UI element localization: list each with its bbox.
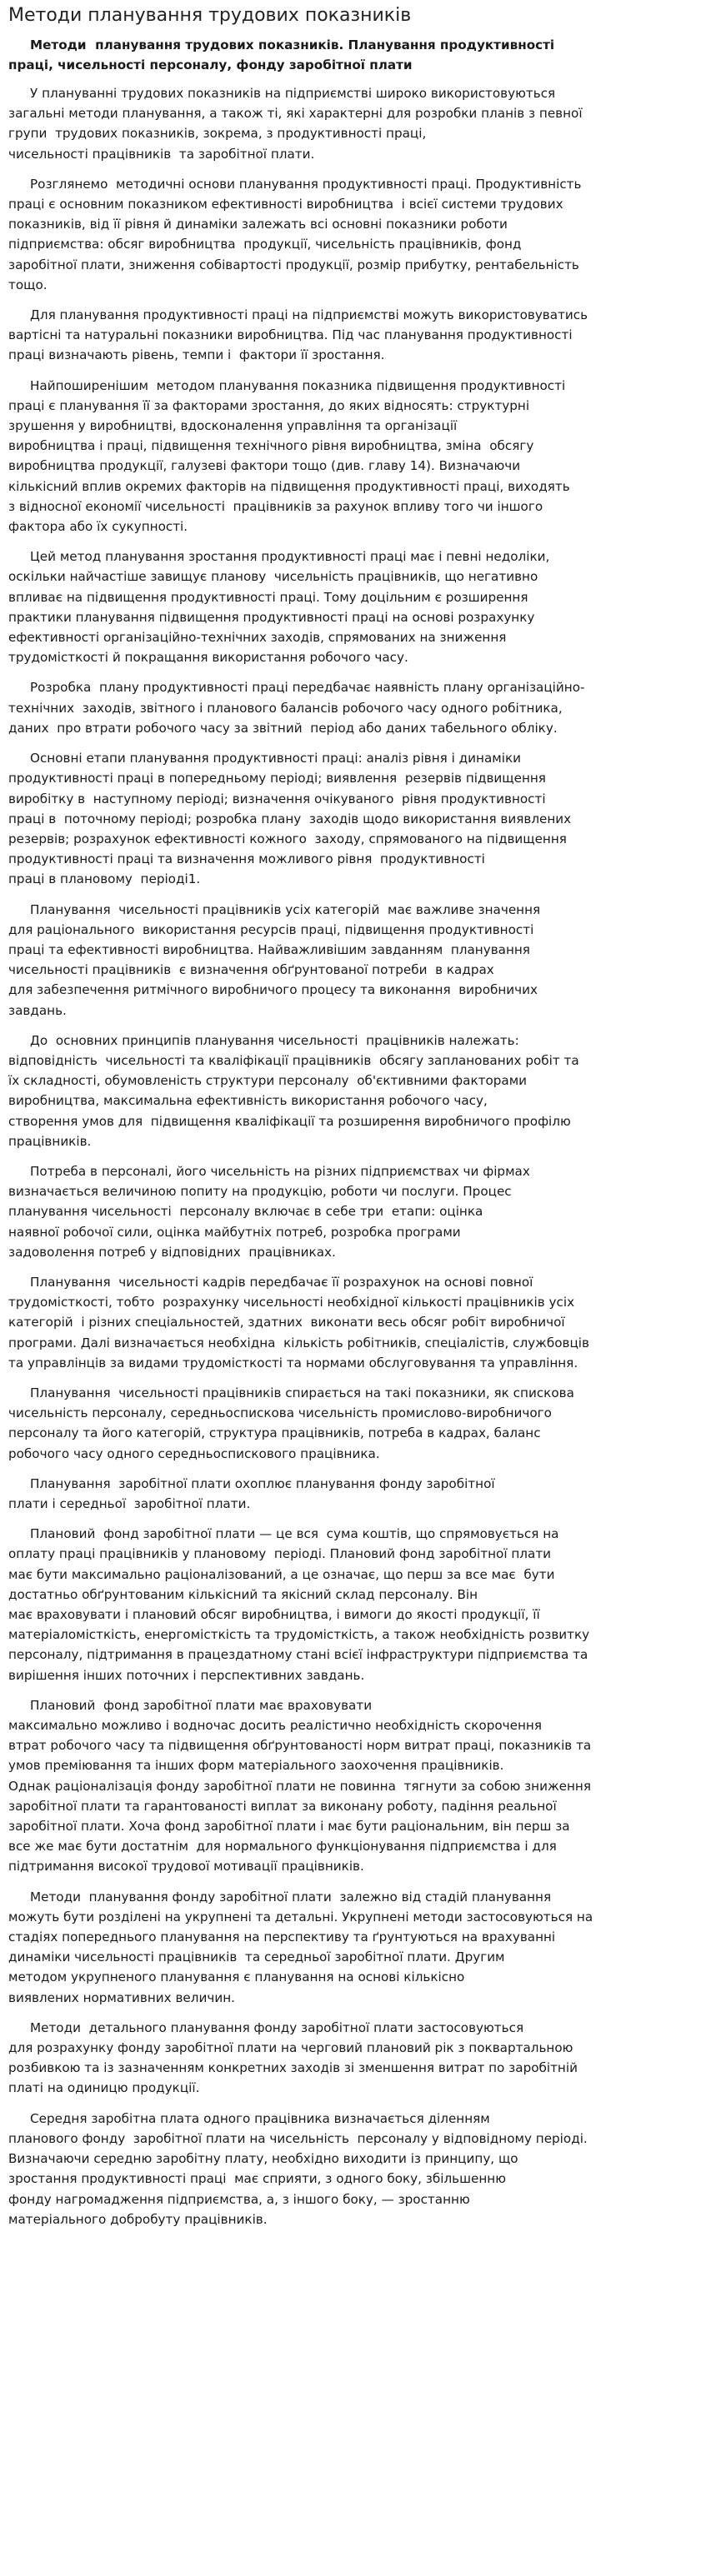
paragraph-line: завдань. [8,1002,67,1018]
paragraph-line: виробництва і праці, підвищення технічного рівня виробництва, зміна обсягу [8,438,534,454]
paragraph-line: планування чисельності персоналу включає в себе три етапи: оцінка [8,1204,483,1220]
paragraph [8,677,694,738]
paragraph-line: практики планування підвищення продуктивності праці на основі розрахунку [8,609,535,625]
paragraph-line: робочого часу одного середньоспискового працівника. [8,1445,380,1461]
paragraph-line: Методи планування фонду заробітної плати залежно від стадій планування [30,1889,552,1905]
paragraph-line: їх складності, обумовленість структури персоналу об'єктивними факторами [8,1073,528,1089]
paragraph [8,1383,694,1464]
paragraph-line: плати і середньої заробітної плати. [8,1496,251,1511]
paragraph-line: Планування чисельності кадрів передбачає її розрахунок на основі повної [30,1274,533,1290]
paragraph-line: для раціонального використання ресурсів праці, підвищення продуктивності [8,921,534,937]
paragraph-line: працівників. [8,1133,92,1149]
paragraph-line: Для планування продуктивності праці на підприємстві можуть використовуватись [30,307,588,323]
document-page [0,3,706,2253]
paragraph-line: Однак раціоналізація фонду заробітної плати не повинна тягнути за собою зниження [8,1778,591,1794]
paragraph-line: відповідність чисельності та кваліфікації працівників обсягу запланованих робіт та [8,1052,579,1068]
paragraph-line: чисельності працівників та заробітної плати. [8,146,315,162]
paragraph-line: Методи детального планування фонду заробітної плати застосовуються [30,2019,524,2035]
paragraph-line: матеріального добробуту працівників. [8,2211,268,2227]
paragraph-line: фактора або їх сукупності. [8,519,188,535]
paragraph-line: У плануванні трудових показників на підприємстві широко використовуються [30,86,556,101]
paragraph-line: фонду нагромадження підприємства, а, з іншого боку, — зростанню [8,2191,470,2207]
subheading-line: Методи планування трудових показників. Планування продуктивності [30,37,555,52]
paragraph-line: заробітної плати. Хоча фонд заробітної плати і має бути раціональним, він перш за [8,1819,570,1835]
paragraph-line: програми. Далі визначається необхідна кількість робітників, спеціалістів, службовців [8,1335,589,1350]
paragraph [8,83,694,164]
paragraph-line: чисельності працівників є визначення обґрунтованої потреби в кадрах [8,962,494,978]
paragraph-line: праці є планування її за факторами зростання, до яких відносять: структурні [8,397,530,413]
paragraph-line: для забезпечення ритмічного виробничого процесу та виконання виробничих [8,982,538,998]
paragraph-line: тощо. [8,277,48,292]
paragraph-line: загальні методи планування, а також ті, які характерні для розробки планів з певної [8,106,583,122]
paragraph-line: задоволення потреб у відповідних працівниках. [8,1244,336,1260]
paragraph-line: має бути максимально раціоналізований, а це означає, що перш за все має бути [8,1566,555,1582]
section-subheading [8,35,694,75]
paragraph-line: максимально можливо і водночас досить реалістично необхідність скорочення [8,1718,542,1734]
paragraph-line: підприємства: обсяг виробництва продукції, чисельність працівників, фонд [8,237,522,252]
paragraph-line: заробітної плати, зниження собівартості продукції, розмір прибутку, рентабельність [8,257,579,272]
paragraph-line: наявної робочої сили, оцінка майбутніх потреб, розробка програми [8,1224,461,1240]
paragraph-line: стадіях попереднього планування на перспективу та ґрунтуються на врахуванні [8,1930,556,1945]
paragraph-line: праці в поточному періоді; розробка плану заходів щодо використання виявлених [8,811,572,826]
paragraph-line: Найпоширенішим методом планування показника підвищення продуктивності [30,377,566,393]
paragraph-line: виявлених нормативних величин. [8,1989,235,2005]
paragraph-line: технічних заходів, звітного і планового балансів робочого часу одного робітника, [8,700,563,716]
paragraph-line: вирішення інших поточних і перспективних завдань. [8,1667,365,1683]
paragraph [8,174,694,295]
paragraph-line: методом укрупненого планування є планування на основі кількісно [8,1969,465,1985]
paragraph [8,900,694,1021]
paragraph-line: зростання продуктивності праці має сприяти, з одного боку, збільшенню [8,2171,507,2187]
paragraph-line: показників, від її рівня й динаміки залежать всі основні показники роботи [8,217,508,232]
paragraph-line: праці визначають рівень, темпи і фактори її зростання. [8,347,385,363]
paragraph [8,1031,694,1151]
paragraph-line: Планування чисельності працівників усіх категорій має важливе значення [30,901,541,917]
paragraph [8,748,694,889]
paragraph-line: достатньо обґрунтованим кількісний та якісний склад персоналу. Він [8,1586,478,1602]
paragraph-line: продуктивності праці в попередньому періоді; виявлення резервів підвищення [8,771,546,786]
paragraph-line: матеріаломісткість, енергомісткість та трудомісткість, а також необхідність розвитку [8,1627,590,1643]
paragraph-line: Основні етапи планування продуктивності праці: аналіз рівня і динаміки [30,751,522,766]
paragraph-line: Розглянемо методичні основи планування продуктивності праці. Продуктивність [30,176,582,192]
paragraph-line: категорій і різних спеціальностей, здатних виконати весь обсяг робіт виробничої [8,1315,565,1330]
paragraph-line: платі на одиницю продукції. [8,2080,200,2096]
paragraph-line: підтримання високої трудової мотивації працівників. [8,1859,364,1875]
paragraph-line: має враховувати і плановий обсяг виробництва, і вимоги до якості продукції, її [8,1607,540,1623]
paragraph-line: виробництва, максимальна ефективність використання робочого часу, [8,1093,488,1109]
paragraph-line: Цей метод планування зростання продуктивності праці має і певні недоліки, [30,549,550,565]
paragraph [8,1474,694,1514]
paragraph-line: для розрахунку фонду заробітної плати на черговий плановий рік з поквартальною [8,2040,573,2056]
paragraph-line: планового фонду заробітної плати на чисельність персоналу у відповідному періоді. [8,2130,588,2146]
paragraph-line: персоналу та його категорій, структура працівників, потреба в кадрах, баланс [8,1425,541,1441]
paragraph-line: праці є основним показником ефективності виробництва і всієї системи трудових [8,197,563,212]
paragraph [8,1695,694,1877]
paragraph-line: чисельність персоналу, середньоспискова чисельність промислово-виробничого [8,1405,552,1421]
paragraph-line: Плановий фонд заробітної плати має враховувати [30,1697,373,1713]
paragraph [8,2018,694,2099]
paragraph-line: визначається величиною попиту на продукцію, роботи чи послуги. Процес [8,1184,512,1200]
paragraph-line: праці в плановому періоді1. [8,871,201,887]
paragraph-line: персоналу, підтримання в працездатному стані всієї інфраструктури підприємства та [8,1647,588,1663]
paragraph-line: даних про втрати робочого часу за звітний період або даних табельного обліку. [8,720,558,736]
article-body [8,83,694,2229]
paragraph [8,547,694,667]
paragraph-line: виробництва продукції, галузеві фактори тощо (див. главу 14). Визначаючи [8,458,521,474]
paragraph [8,2109,694,2229]
paragraph-line: з відносної економії чисельності працівників за рахунок впливу того чи іншого [8,498,543,514]
paragraph-line: зрушення у виробництві, вдосконалення управління та організації [8,418,458,434]
paragraph-line: оплату праці працівників у плановому періоді. Плановий фонд заробітної плати [8,1546,552,1562]
paragraph-line: Потреба в персоналі, його чисельність на різних підприємствах чи фірмах [30,1163,530,1179]
paragraph-line: та управлінців за видами трудомісткості та нормами обслуговування та управління. [8,1355,578,1370]
paragraph-line: Розробка плану продуктивності праці передбачає наявність плану організаційно- [30,680,585,696]
paragraph-line: динаміки чисельності працівників та середньої заробітної плати. Другим [8,1949,505,1965]
paragraph-line: праці та ефективності виробництва. Найважливішим завданням планування [8,941,530,957]
paragraph-line: Визначаючи середню заробітну плату, необхідно виходити із принципу, що [8,2151,518,2167]
paragraph-line: Плановий фонд заробітної плати — це вся сума коштів, що спрямовується на [30,1526,559,1542]
subheading-line: праці, чисельності персоналу, фонду заробітної плати [8,57,413,72]
paragraph-line: вартісні та натуральні показники виробництва. Під час планування продуктивності [8,327,573,343]
paragraph-line: впливає на підвищення продуктивності праці. Тому доцільним є розширення [8,589,528,605]
paragraph-line: До основних принципів планування чисельності працівників належать: [30,1032,519,1048]
paragraph-line: групи трудових показників, зокрема, з продуктивності праці, [8,126,427,142]
paragraph-line: ефективності організаційно-технічних заходів, спрямованих на зниження [8,630,507,646]
paragraph-line: Планування чисельності працівників спирається на такі показники, як спискова [30,1385,574,1400]
paragraph [8,1887,694,2008]
paragraph-line: можуть бути розділені на укрупнені та детальні. Укрупнені методи застосовуються на [8,1909,593,1925]
paragraph-line: виробітку в наступному періоді; визначення очікуваного рівня продуктивності [8,791,546,806]
paragraph [8,305,694,366]
paragraph-line: Планування заробітної плати охоплює планування фонду заробітної [30,1475,495,1491]
paragraph-line: розбивкою та із зазначенням конкретних заходів зі зменшення витрат по заробітній [8,2060,578,2076]
paragraph-line: Середня заробітна плата одного працівника визначається діленням [30,2110,490,2126]
paragraph-line: продуктивності праці та визначення можливого рівня продуктивності [8,851,485,867]
paragraph [8,1161,694,1262]
paragraph-line: все же має бути достатнім для нормального функціонування підприємства і для [8,1839,557,1855]
paragraph-line: резервів; розрахунок ефективності кожного заходу, спрямованого на підвищення [8,831,567,846]
paragraph-line: кількісний вплив окремих факторів на підвищення продуктивності праці, виходять [8,478,570,494]
paragraph [8,1272,694,1373]
paragraph-line: створення умов для підвищення кваліфікації та розширення виробничого профілю [8,1113,571,1129]
paragraph [8,1524,694,1685]
paragraph-line: умов преміювання та інших форм матеріального заохочення працівників. [8,1758,504,1774]
paragraph-line: заробітної плати та гарантованості виплат за виконану роботу, падіння реальної [8,1798,557,1814]
page-title: Методи планування трудових показників [8,5,412,26]
paragraph-line: трудомісткості й покращання використання робочого часу. [8,650,408,666]
paragraph-line: трудомісткості, тобто розрахунку чисельності необхідної кількості працівників усіх [8,1295,575,1310]
paragraph-line: оскільки найчастіше завищує планову чисельність працівників, що негативно [8,569,538,585]
paragraph [8,376,694,537]
paragraph-line: втрат робочого часу та підвищення обґрунтованості норм витрат праці, показників та [8,1738,592,1754]
